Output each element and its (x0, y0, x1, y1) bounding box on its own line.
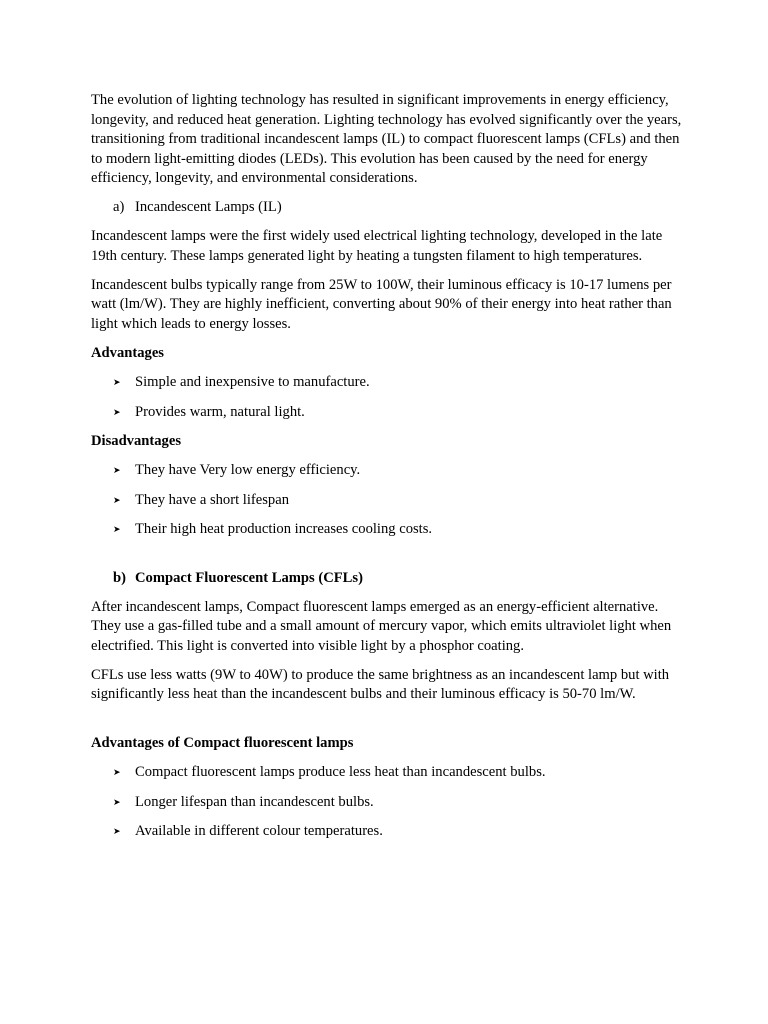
arrowhead-bullet-icon: ➤ (113, 406, 121, 417)
list-item-text: They have a short lifespan (135, 491, 289, 508)
cfl-advantages-heading: Advantages of Compact fluorescent lamps (91, 734, 354, 751)
section-b-heading (91, 569, 683, 589)
section-b-paragraph-1: After incandescent lamps, Compact fluorescent lamps emerged as an energy-efficient alternative. They use a gas-filled tube and a small amount of mercury vapor, which emits ultraviolet light when electrified. This light is converted into visible light by a phosphor coating. (91, 598, 672, 654)
list-item-text: Available in different colour temperatures. (135, 823, 383, 839)
arrowhead-bullet-icon: ➤ (113, 494, 121, 505)
list-item-text: Their high heat production increases cooling costs. (135, 521, 433, 537)
arrowhead-bullet-icon: ➤ (113, 465, 121, 475)
blank-line (91, 714, 683, 734)
list-item (91, 461, 683, 481)
section-b-marker: b) (113, 569, 126, 586)
section-b-paragraph-2: CFLs use less watts (9W to 40W) to produce the same brightness as an incandescent lamp but with significantly less heat than the incandescent bulbs and their luminous efficacy is 50-70 lm/W. (91, 666, 670, 702)
blank-line (91, 549, 683, 569)
incandescent-advantages-heading: Advantages (91, 344, 164, 361)
list-item-text: Longer lifespan than incandescent bulbs. (135, 793, 374, 810)
arrowhead-bullet-icon: ➤ (113, 826, 121, 836)
arrowhead-bullet-icon: ➤ (113, 377, 121, 387)
list-item (91, 793, 683, 813)
section-b-title: Compact Fluorescent Lamps (CFLs) (135, 569, 363, 586)
arrowhead-bullet-icon: ➤ (113, 767, 121, 777)
list-item-text: Provides warm, natural light. (135, 403, 305, 420)
incandescent-disadvantages-heading: Disadvantages (91, 432, 182, 449)
list-item (91, 520, 683, 540)
cfl-advantages-list (91, 763, 683, 842)
list-item (91, 822, 683, 842)
list-item-text: They have Very low energy efficiency. (135, 462, 361, 478)
section-a-paragraph-1: Incandescent lamps were the first widely used electrical lighting technology, developed in the late 19th century. These lamps generated light by heating a tungsten filament to high temperatures. (91, 228, 663, 264)
section-a-heading (91, 198, 683, 218)
list-item (91, 373, 683, 393)
section-a-marker: a) (113, 199, 125, 215)
list-item (91, 763, 683, 783)
incandescent-disadvantages-list (91, 461, 683, 540)
list-item-text: Simple and inexpensive to manufacture. (135, 374, 370, 390)
document-page (91, 91, 683, 851)
intro-paragraph: The evolution of lighting technology has resulted in significant improvements in energy efficiency, longevity, and reduced heat generation. Lighting technology has evolved significantly over the years, transitioning from traditional incandescent lamps (IL) to compact fluorescent lamps (CFLs) and then to modern light-emitting diodes (LEDs). This evolution has been caused by the need for energy efficiency, longevity, and environmental considerations. (91, 92, 682, 186)
section-a-paragraph-2: Incandescent bulbs typically range from 25W to 100W, their luminous efficacy is 10-17 lumens per watt (lm/W). They are highly inefficient, converting about 90% of their energy into heat rather than light which leads to energy losses. (91, 276, 672, 332)
arrowhead-bullet-icon: ➤ (113, 796, 121, 807)
incandescent-advantages-list (91, 373, 683, 422)
section-a-title: Incandescent Lamps (IL) (135, 199, 282, 215)
list-item-text: Compact fluorescent lamps produce less heat than incandescent bulbs. (135, 764, 546, 780)
list-item (91, 491, 683, 511)
arrowhead-bullet-icon: ➤ (113, 524, 121, 534)
list-item (91, 403, 683, 423)
